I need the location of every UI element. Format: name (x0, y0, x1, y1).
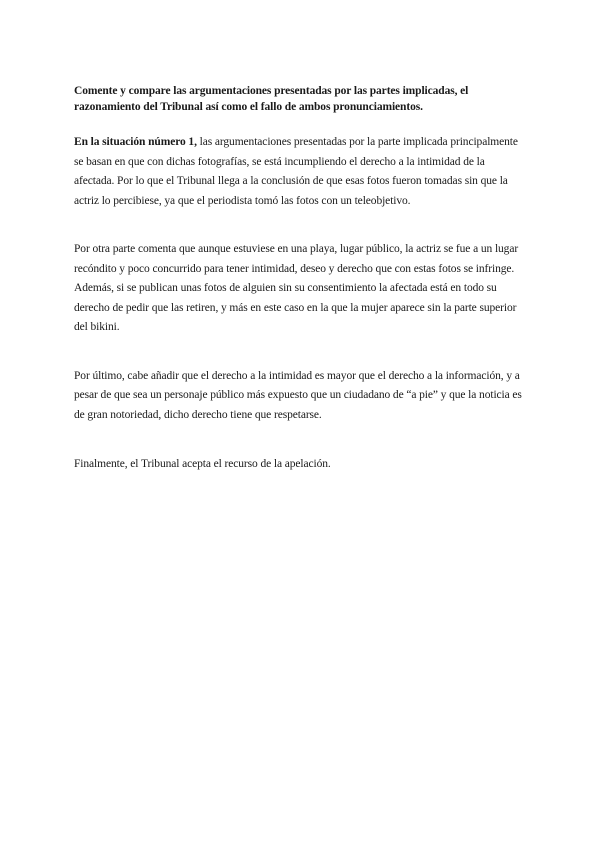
paragraph-other-side: Por otra parte comenta que aunque estuviese en una playa, lugar público, la actriz se fue a un lugar recóndito y poco concurrido para tener intimidad, deseo y derecho que con estas fotos se infringe. Además, si se publican unas fotos de alguien sin su consentimiento la afectada está en todo su derecho de pedir que las retiren, y más en este caso en la que la mujer aparece sin la parte superior del bikini. (74, 243, 519, 333)
paragraph-lead: En la situación número 1, (74, 136, 197, 148)
question-heading: Comente y compare las argumentaciones presentadas por las partes implicadas, el razonamiento del Tribunal así como el fallo de ambos pronunciamientos. (74, 85, 469, 113)
paragraph-situation-1 (74, 133, 526, 211)
document-page (74, 84, 526, 475)
paragraph-text: las argumentaciones presentadas por la parte implicada principalmente se basan en que con dichas fotografías, se está incumpliendo el derecho a la intimidad de la afectada. Por lo que el Tribunal llega a la conclusión de que esas fotos fueron tomadas sin que la actriz lo percibiese, ya que el periodista tomó las fotos con un teleobjetivo. (74, 136, 518, 207)
paragraph-conclusion: Finalmente, el Tribunal acepta el recurso de la apelación. (74, 458, 331, 470)
paragraph-lastly: Por último, cabe añadir que el derecho a la intimidad es mayor que el derecho a la información, y a pesar de que sea un personaje público más expuesto que un ciudadano de “a pie” y que la noticia es de gran notoriedad, dicho derecho tiene que respetarse. (74, 369, 522, 421)
